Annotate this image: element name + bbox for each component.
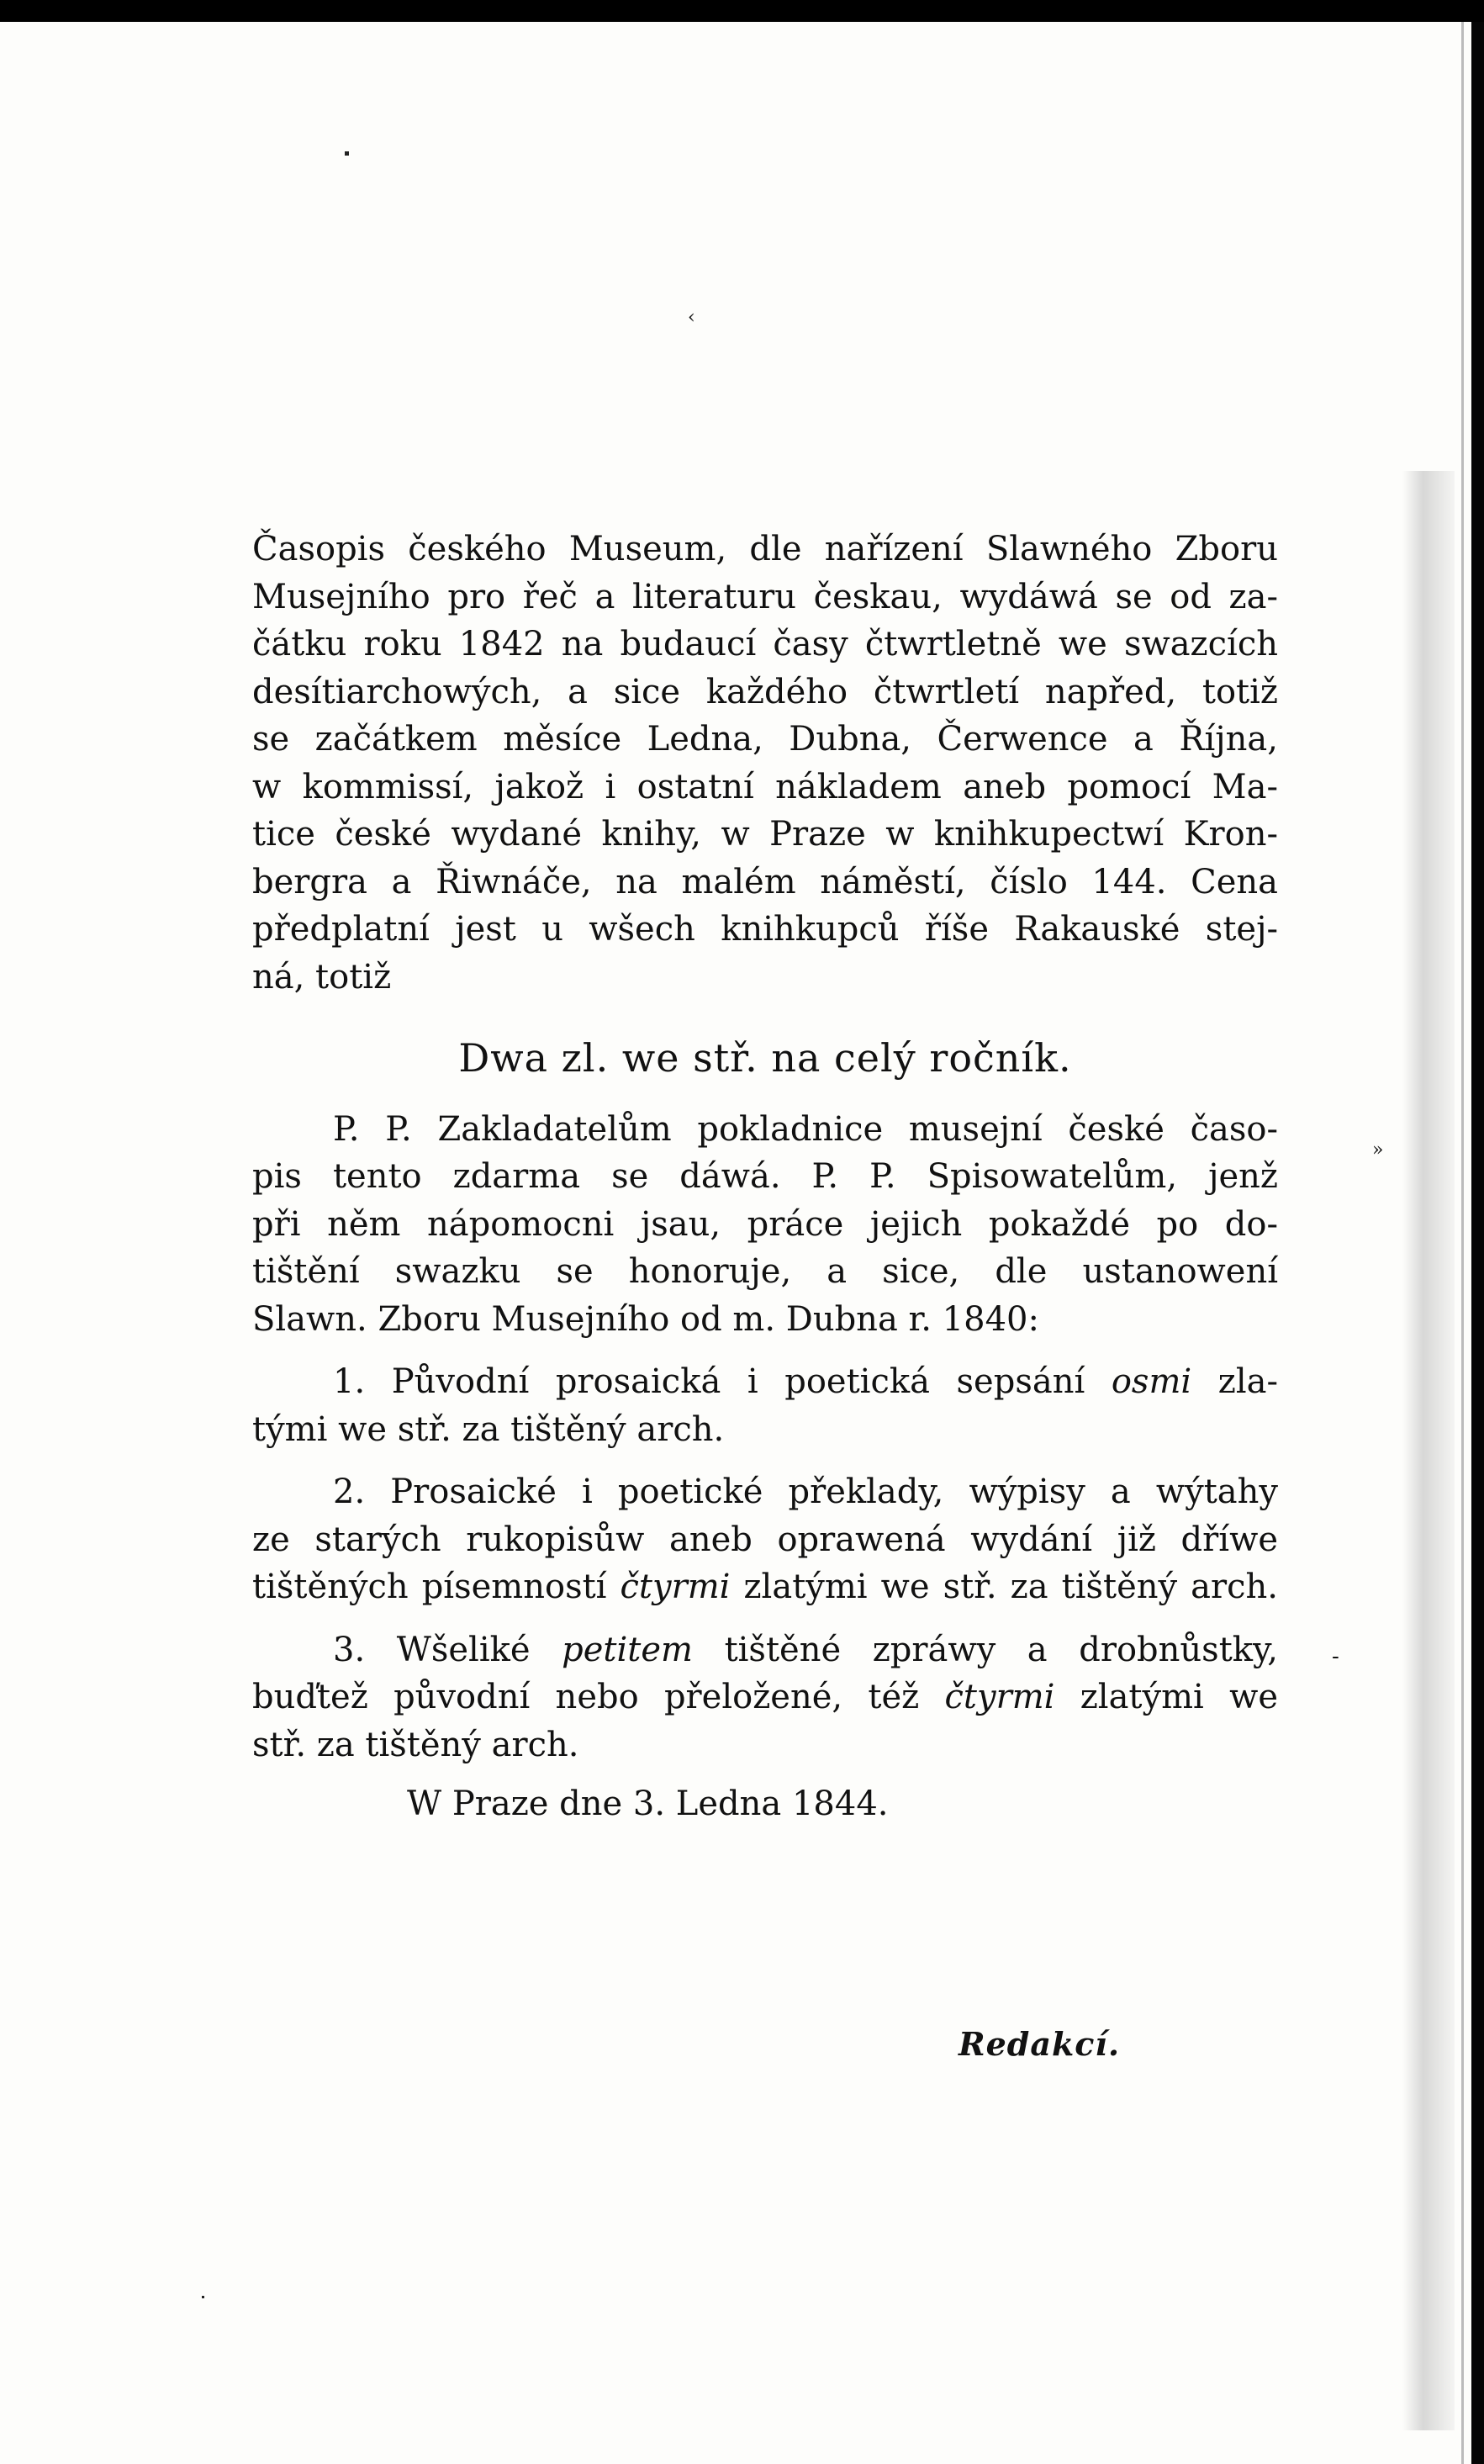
text-line: bergra a Řiwnáče, na malém náměstí, číslo 144. Cena xyxy=(252,862,1278,902)
text-run: zlatými we stř. za tištěný arch. xyxy=(730,1568,1279,1606)
text-line: pis tento zdarma se dáwá. P. P. Spisowatelům, jenž xyxy=(252,1157,1278,1196)
scan-edge-line xyxy=(1461,22,1464,2464)
italic-run: petitem xyxy=(562,1630,693,1669)
side-mark: » xyxy=(1372,1139,1384,1161)
right-scan-border xyxy=(1471,22,1484,2464)
text-line: 2. Prosaické i poetické překlady, wýpisy a wýtahy xyxy=(333,1473,1278,1511)
text-line: Slawn. Zboru Musejního od m. Dubna r. 1840: xyxy=(252,1299,1039,1339)
text-run: 3. Wšeliké xyxy=(333,1630,562,1669)
text-line: Časopis českého Museum, dle nařízení Slawného Zboru xyxy=(252,530,1278,568)
list-item-1 xyxy=(252,1358,1278,1453)
text-line: stř. za tištěný arch. xyxy=(252,1725,579,1764)
text-line: při něm nápomocni jsau, práce jejich pokaždé po do- xyxy=(252,1204,1278,1244)
text-line xyxy=(252,1626,1278,1674)
text-line: ná, totiž xyxy=(252,957,392,997)
list-item-2 xyxy=(252,1468,1278,1611)
text-run: 1. Původní prosaická i poetická sepsání xyxy=(333,1362,1112,1401)
text-line xyxy=(252,1563,1278,1611)
italic-run: osmi xyxy=(1111,1362,1192,1401)
text-line: P. P. Zakladatelům pokladnice musejní české časo- xyxy=(333,1109,1278,1149)
paragraph-honorarium xyxy=(252,1106,1278,1344)
document-body xyxy=(252,526,1278,1828)
text-line: Musejního pro řeč a literaturu česk​au, wydáwá se od za- xyxy=(252,577,1278,616)
text-line: ze starých rukopisůw aneb oprawená wydání již dříwe xyxy=(252,1520,1278,1559)
text-line: se začátkem měsíce Ledna, Dubna, Čerwence a Října, xyxy=(252,720,1278,759)
text-line: tými we stř. za tištěný arch. xyxy=(252,1409,725,1449)
text-line xyxy=(252,1674,1278,1721)
text-run: tištěných písemností xyxy=(252,1568,621,1606)
list-item-3 xyxy=(252,1626,1278,1769)
paragraph-announcement xyxy=(252,526,1278,1001)
text-run: zla- xyxy=(1191,1362,1278,1401)
text-run: tištěné zpráwy a drobnůstky, xyxy=(692,1630,1279,1669)
dust-speck xyxy=(345,151,349,156)
dust-speck xyxy=(202,2296,204,2298)
text-run: buďtež původní nebo přeložené, též xyxy=(252,1678,945,1716)
text-line: w kommissí, jakož i ostatní nákladem aneb pomocí Ma- xyxy=(252,767,1278,806)
signature: Redakcí. xyxy=(959,2025,1121,2063)
dateline: W Praze dne 3. Ledna 1844. xyxy=(407,1785,889,1823)
text-line: tice české wydané knihy, w Praze w knihkupectwí Kron- xyxy=(252,815,1278,854)
text-line: čátku roku 1842 na budaucí časy čtwrtletně we swazcích xyxy=(252,625,1278,664)
italic-run: čtyrmi xyxy=(620,1568,731,1606)
text-run: zlatými we xyxy=(1054,1678,1278,1716)
text-line xyxy=(252,1358,1278,1406)
text-line: tištění swazku se honoruje, a sice, dle ustanowení xyxy=(252,1252,1278,1291)
price-line: Dwa zl. we stř. na celý ročník. xyxy=(458,1035,1072,1081)
scan-shadow xyxy=(1402,471,1455,2430)
top-mark: ‹ xyxy=(688,307,695,328)
dash-mark: - xyxy=(1332,1644,1339,1669)
top-scan-border xyxy=(0,0,1484,22)
text-line: předplatní jest u wšech knihkupců říše Rakauské stej- xyxy=(252,910,1278,949)
italic-run: čtyrmi xyxy=(944,1678,1055,1716)
text-line: desítiarchowých, a sice každého čtwrtletí napřed, totiž xyxy=(252,672,1278,711)
